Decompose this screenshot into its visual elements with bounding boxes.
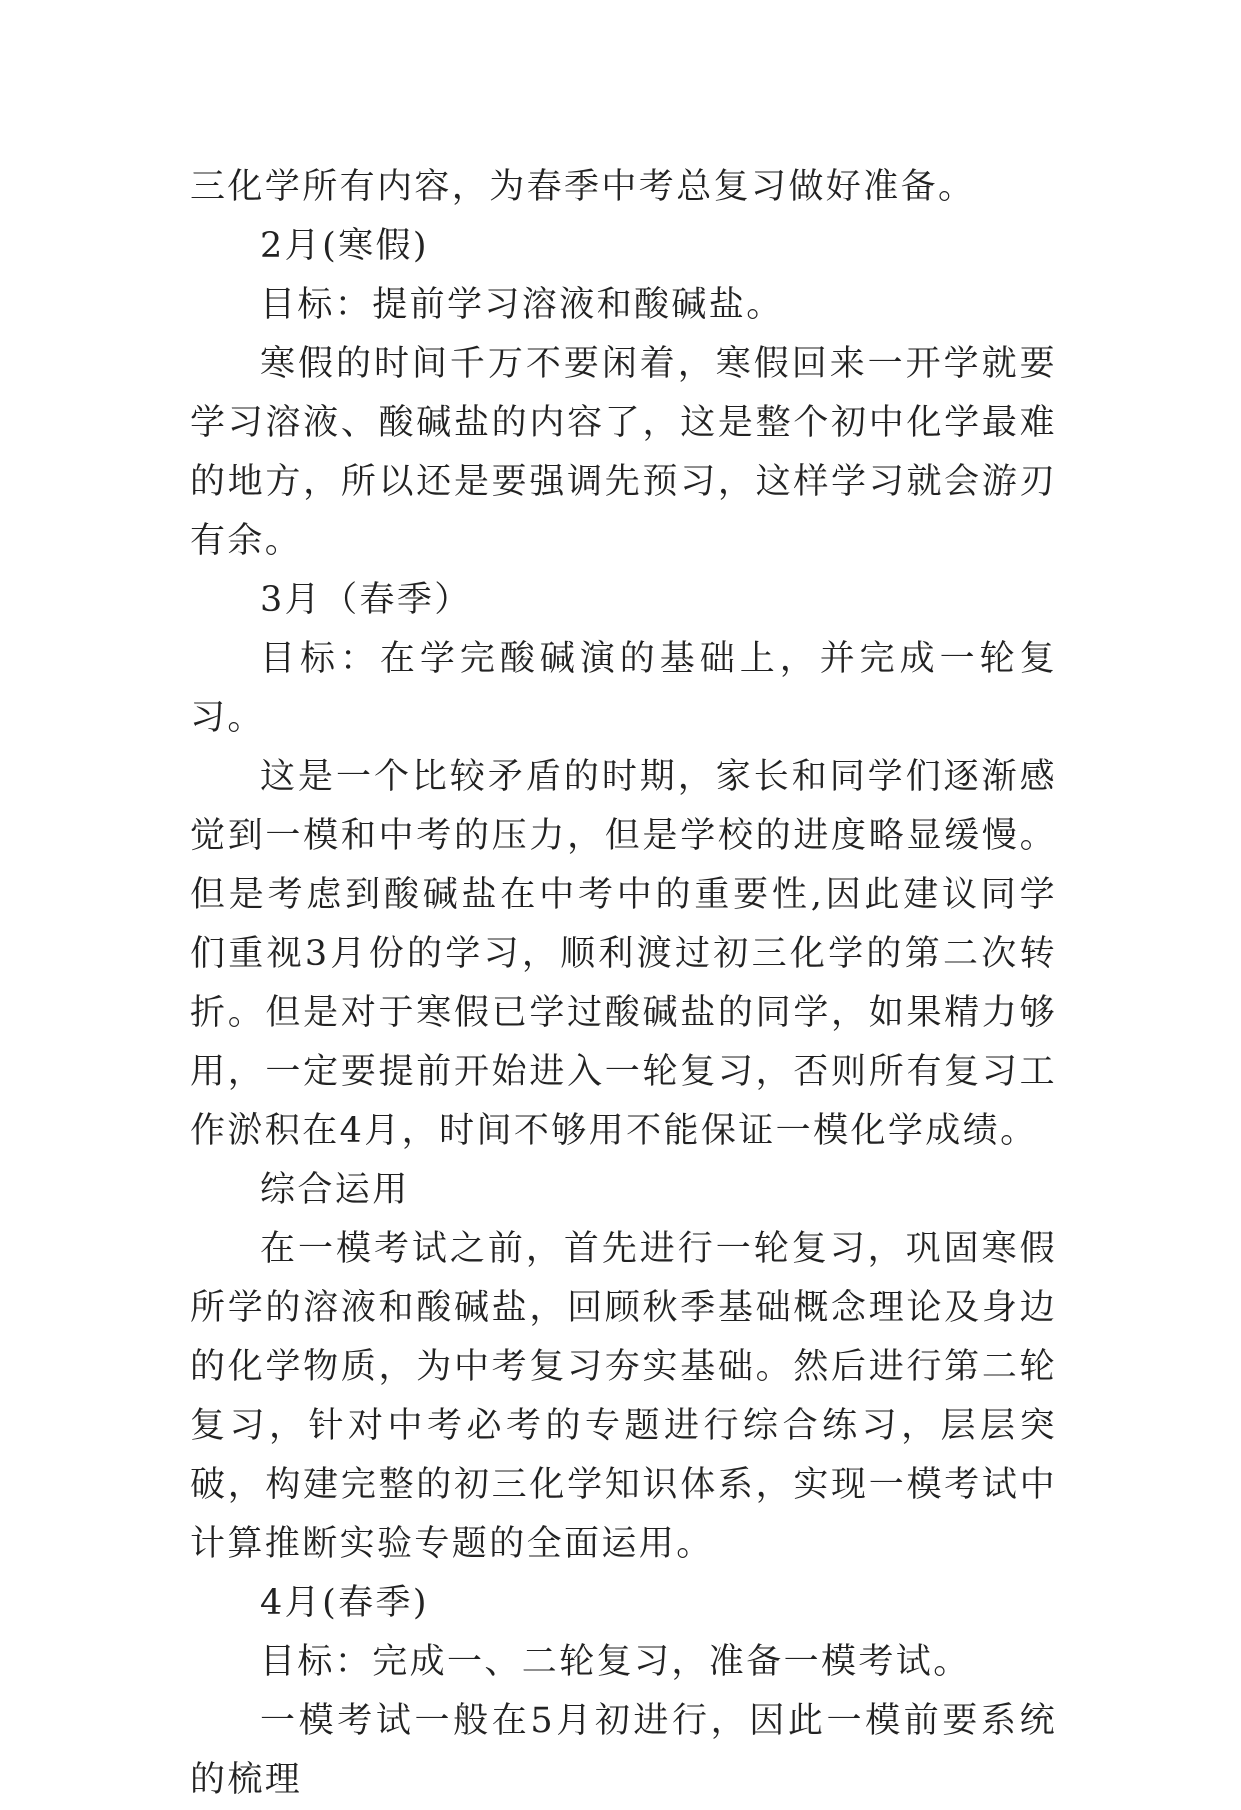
goal-april: 目标：完成一、二轮复习，准备一模考试。 [260, 1642, 971, 1682]
goal-february: 目标：提前学习溶液和酸碱盐。 [260, 285, 784, 325]
paragraph-comprehensive-body: 在一模考试之前，首先进行一轮复习，巩固寒假所学的溶液和酸碱盐，回顾秋季基础概念理论及身边的化学物质，为中考复习夯实基础。然后进行第二轮复习，针对中考必考的专题进行综合练习，层层突破，构建完整的初三化学知识体系，实现一模考试中计算推断实验专题的全面运用。 [190, 1229, 1057, 1564]
paragraph-april-body: 一模考试一般在5月初进行，因此一模前要系统的梳理 [190, 1701, 1057, 1800]
paragraph-march-body: 这是一个比较矛盾的时期，家长和同学们逐渐感觉到一模和中考的压力，但是学校的进度略显缓慢。但是考虑到酸碱盐在中考中的重要性,因此建议同学们重视3月份的学习，顺利渡过初三化学的第二次转折。但是对于寒假已学过酸碱盐的同学，如果精力够用，一定要提前开始进入一轮复习，否则所有复习工作淤积在4月，时间不够用不能保证一模化学成绩。 [190, 757, 1057, 1151]
goal-march: 目标：在学完酸碱演的基础上，并完成一轮复习。 [190, 639, 1057, 738]
section-heading-march: 3月（春季） [260, 580, 472, 620]
document-body [190, 158, 1057, 1810]
section-heading-comprehensive: 综合运用 [260, 1170, 410, 1210]
paragraph-continuation: 三化学所有内容，为春季中考总复习做好准备。 [190, 167, 976, 207]
paragraph-february-body: 寒假的时间千万不要闲着，寒假回来一开学就要学习溶液、酸碱盐的内容了，这是整个初中化学最难的地方，所以还是要强调先预习，这样学习就会游刃有余。 [190, 344, 1057, 561]
section-heading-april: 4月(春季) [260, 1583, 429, 1623]
section-heading-february: 2月(寒假) [260, 226, 429, 266]
